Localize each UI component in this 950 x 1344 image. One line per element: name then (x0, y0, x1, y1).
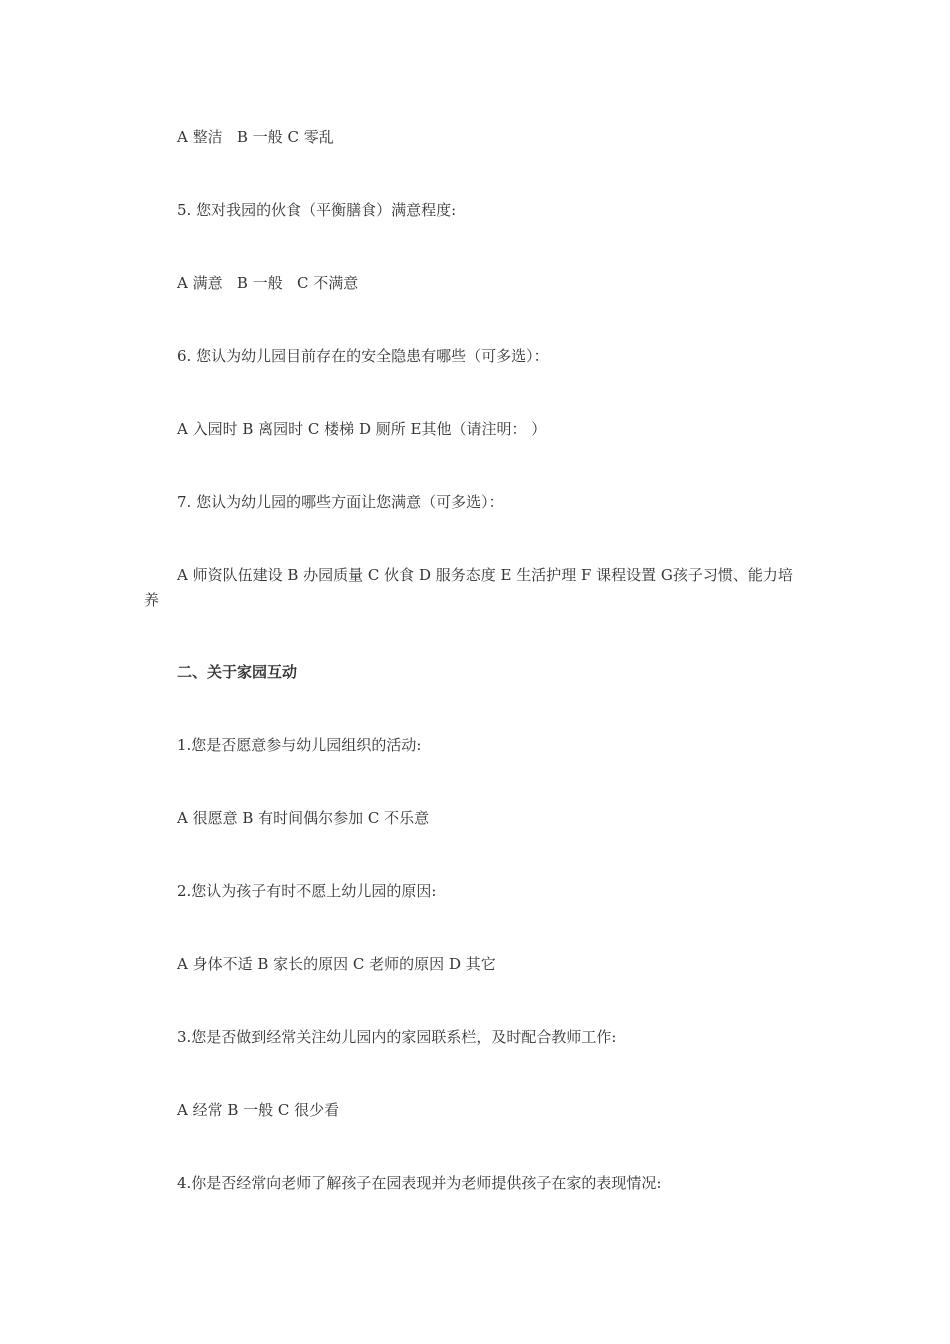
q6-options: A 入园时 B 离园时 C 楼梯 D 厕所 E其他（请注明： ） (177, 420, 547, 438)
q7-options: A 师资队伍建设 B 办园质量 C 伙食 D 服务态度 E 生活护理 F 课程设置 G孩子习惯、能力培养 (144, 566, 793, 609)
q4-options: A 整洁 B 一般 C 零乱 (177, 128, 334, 146)
section-2-q3-options: A 经常 B 一般 C 很少看 (177, 1101, 340, 1119)
question-5: 5. 您对我园的伙食（平衡膳食）满意程度: (177, 201, 457, 219)
question-7: 7. 您认为幼儿园的哪些方面让您满意（可多选）： (177, 493, 504, 511)
section-2-question-1: 1.您是否愿意参与幼儿园组织的活动: (177, 736, 422, 754)
question-6: 6. 您认为幼儿园目前存在的安全隐患有哪些（可多选）： (177, 347, 549, 365)
section-2-q1-options: A 很愿意 B 有时间偶尔参加 C 不乐意 (177, 809, 430, 827)
q5-options: A 满意 B 一般 C 不满意 (177, 274, 359, 292)
section-2-q2-options: A 身体不适 B 家长的原因 C 老师的原因 D 其它 (177, 955, 496, 973)
section-2-question-2: 2.您认为孩子有时不愿上幼儿园的原因: (177, 882, 437, 900)
section-2-question-3: 3.您是否做到经常关注幼儿园内的家园联系栏，及时配合教师工作: (177, 1028, 617, 1046)
section-2-question-4: 4.你是否经常向老师了解孩子在园表现并为老师提供孩子在家的表现情况: (177, 1174, 662, 1192)
section-2-heading: 二、关于家园互动 (177, 663, 298, 681)
